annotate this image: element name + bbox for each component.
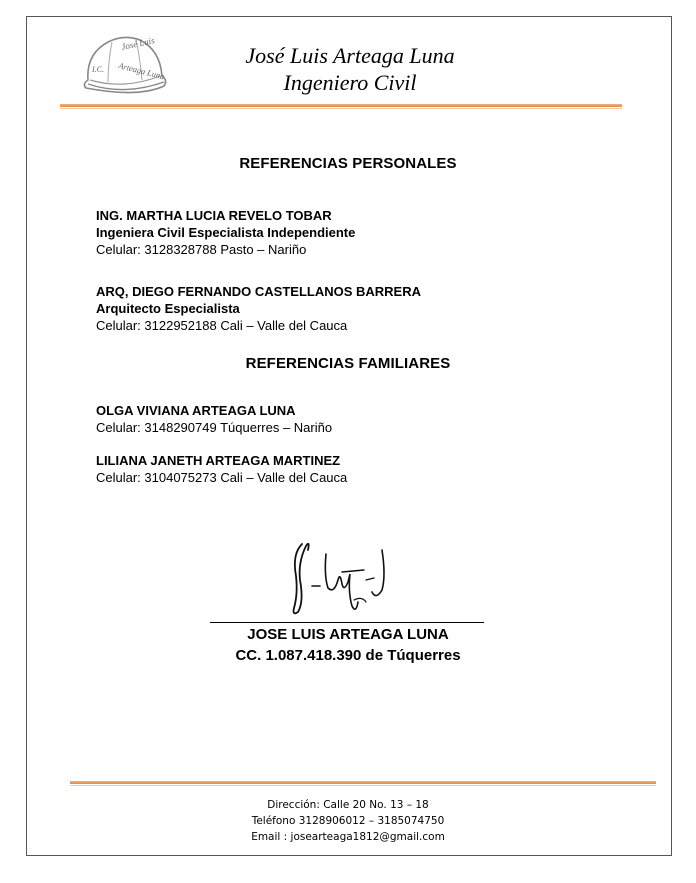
header-name: José Luis Arteaga Luna (245, 43, 455, 68)
reference-role: Arquitecto Especialista (96, 301, 240, 316)
reference-phone: Celular: 3148290749 Túquerres – Nariño (96, 420, 333, 435)
reference-phone: Celular: 3104075273 Cali – Valle del Cauca (96, 470, 348, 485)
svg-text:José Luis: José Luis (120, 35, 156, 52)
personal-reference-2 (96, 283, 421, 334)
signature-line (210, 622, 484, 623)
svg-text:Arteaga Luna: Arteaga Luna (117, 60, 166, 82)
footer-email: Email : josearteaga1812@gmail.com (251, 831, 445, 843)
footer-address: Dirección: Calle 20 No. 13 – 18 (267, 799, 429, 811)
handwritten-signature-icon (282, 536, 402, 620)
family-references-title: REFERENCIAS FAMILIARES (245, 355, 451, 372)
signer-name: JOSE LUIS ARTEAGA LUNA (247, 626, 449, 643)
personal-references-title: REFERENCIAS PERSONALES (239, 155, 457, 172)
reference-phone: Celular: 3122952188 Cali – Valle del Cauca (96, 318, 348, 333)
header-divider (60, 104, 622, 107)
family-reference-2 (96, 452, 347, 486)
reference-name: OLGA VIVIANA ARTEAGA LUNA (96, 403, 296, 418)
reference-name: ARQ, DIEGO FERNANDO CASTELLANOS BARRERA (96, 284, 422, 299)
reference-name: LILIANA JANETH ARTEAGA MARTINEZ (96, 453, 341, 468)
signer-id: CC. 1.087.418.390 de Túquerres (235, 647, 461, 664)
reference-role: Ingeniera Civil Especialista Independiente (96, 225, 356, 240)
header-divider-shadow (60, 108, 622, 109)
svg-text:I.C.: I.C. (92, 65, 104, 74)
family-reference-1 (96, 402, 332, 436)
header-title: Ingeniero Civil (283, 70, 417, 95)
hard-hat-logo-icon (78, 28, 170, 100)
footer-divider (70, 781, 656, 784)
reference-name: ING. MARTHA LUCIA REVELO TOBAR (96, 208, 332, 223)
page-border (26, 16, 672, 856)
reference-phone: Celular: 3128328788 Pasto – Nariño (96, 242, 307, 257)
footer-divider-shadow (70, 785, 656, 786)
personal-reference-1 (96, 207, 355, 258)
footer-phone: Teléfono 3128906012 – 3185074750 (251, 815, 445, 827)
